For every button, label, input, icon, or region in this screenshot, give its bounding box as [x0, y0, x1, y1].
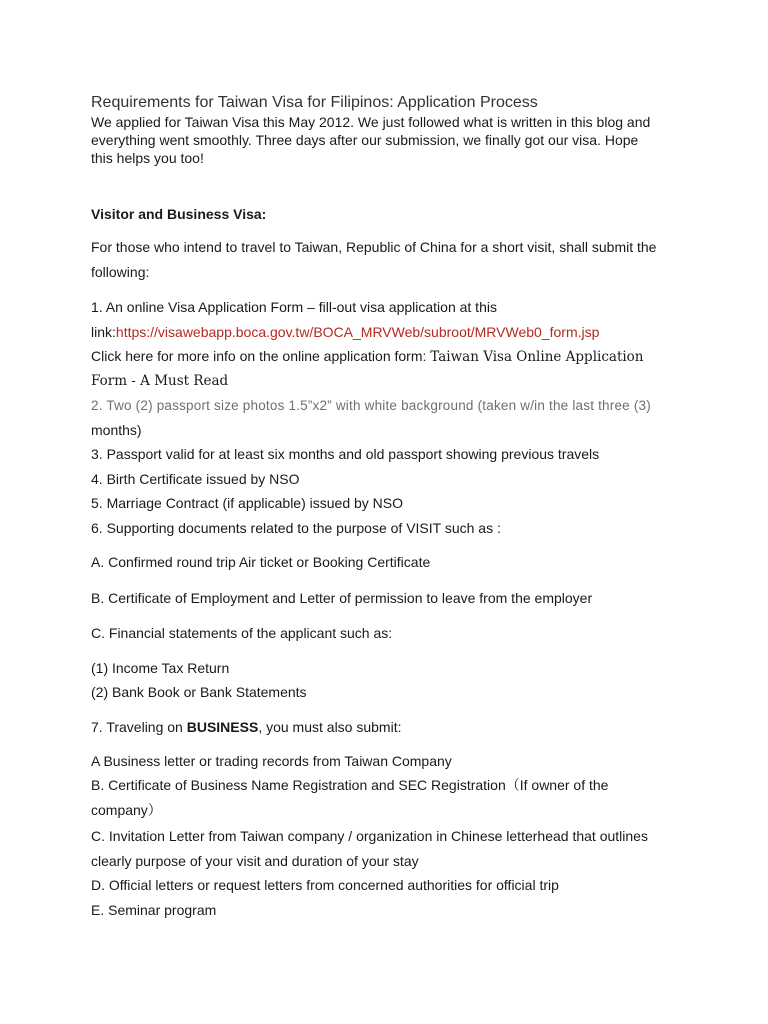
item-6: 6. Supporting documents related to the purpose of VISIT such as :	[91, 520, 501, 536]
intro-line-3: this helps you too!	[91, 150, 204, 166]
section-heading: Visitor and Business Visa:	[91, 206, 267, 222]
item-4: 4. Birth Certificate issued by NSO	[91, 471, 300, 487]
visa-application-link[interactable]: https://visawebapp.boca.gov.tw/BOCA_MRVWeb/subroot/MRVWeb0_form.jsp	[115, 324, 600, 340]
item-b: B. Certificate of Employment and Letter of permission to leave from the employer	[91, 590, 593, 606]
business-item-d: D. Official letters or request letters from concerned authorities for official trip	[91, 877, 559, 893]
business-item-b-line-2: company）	[91, 802, 162, 818]
online-application-form-link[interactable]: Taiwan Visa Online Application	[430, 349, 644, 365]
business-item-c-line-2: clearly purpose of your visit and duration of your stay	[91, 853, 419, 869]
link-prefix: link:	[91, 324, 116, 340]
item-a: A. Confirmed round trip Air ticket or Booking Certificate	[91, 554, 431, 570]
section-intro-line-2: following:	[91, 264, 150, 280]
item-2-line-1: 2. Two (2) passport size photos 1.5”x2” with white background (taken w/in the last three (3)	[91, 398, 651, 413]
business-item-e: E. Seminar program	[91, 902, 217, 918]
item-7-bold: BUSINESS	[186, 719, 259, 735]
sub-item-2: (2) Bank Book or Bank Statements	[91, 684, 307, 700]
more-info-text: Click here for more info on the online application form:	[91, 348, 431, 364]
page-title: Requirements for Taiwan Visa for Filipinos: Application Process	[91, 94, 538, 111]
item-3: 3. Passport valid for at least six months and old passport showing previous travels	[91, 446, 600, 462]
item-7	[91, 718, 401, 736]
business-item-b-line-1: B. Certificate of Business Name Registration and SEC Registration（If owner of the	[91, 777, 609, 793]
item-7-prefix: 7. Traveling on	[91, 719, 187, 735]
item-2-line-2: months)	[91, 422, 142, 438]
intro-line-2: everything went smoothly. Three days after our submission, we finally got our visa. Hope	[91, 132, 639, 148]
sub-item-1: (1) Income Tax Return	[91, 660, 230, 676]
item-7-suffix: , you must also submit:	[258, 719, 402, 735]
item-5: 5. Marriage Contract (if applicable) issued by NSO	[91, 495, 404, 511]
business-item-c-line-1: C. Invitation Letter from Taiwan company / organization in Chinese letterhead that outlines	[91, 828, 648, 844]
more-info-line	[91, 347, 644, 366]
business-item-a: A Business letter or trading records from Taiwan Company	[91, 753, 452, 769]
item-1-text: 1. An online Visa Application Form – fill-out visa application at this	[91, 299, 497, 315]
intro-line-1: We applied for Taiwan Visa this May 2012. We just followed what is written in this blog and	[91, 114, 651, 130]
online-application-form-link-cont[interactable]: Form - A Must Read	[91, 373, 229, 389]
section-intro-line-1: For those who intend to travel to Taiwan, Republic of China for a short visit, shall submit the	[91, 239, 657, 255]
item-c: C. Financial statements of the applicant such as:	[91, 625, 393, 641]
item-1-link-line	[91, 323, 599, 341]
